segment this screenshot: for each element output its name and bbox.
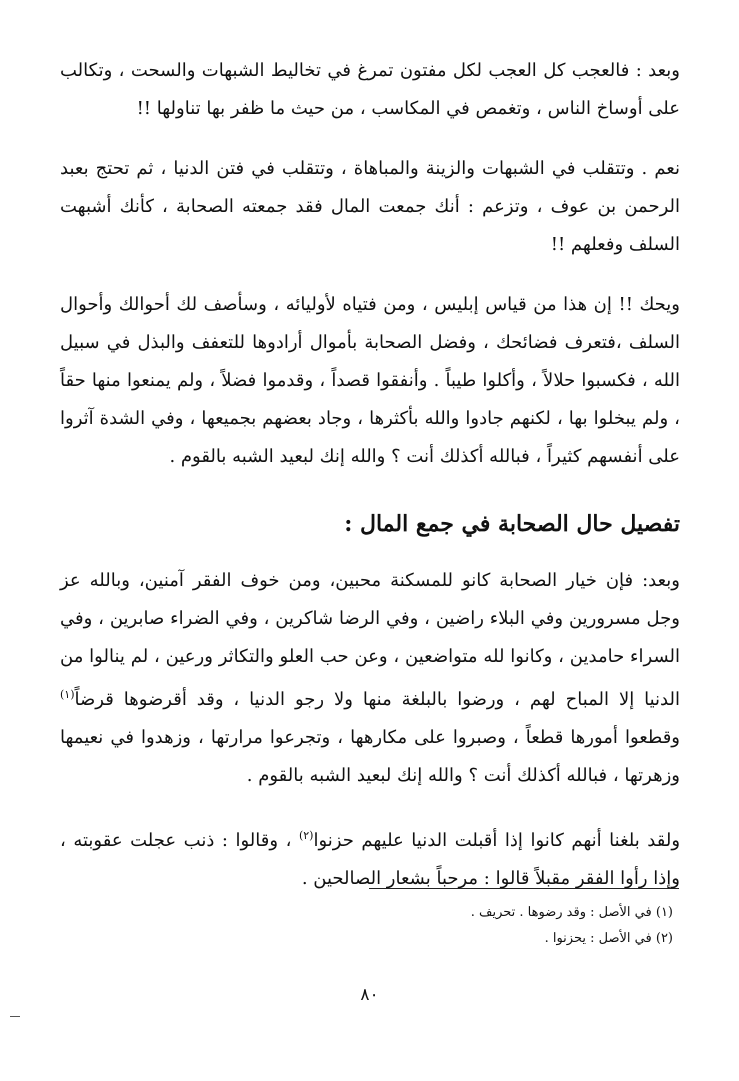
paragraph-5	[60, 817, 680, 898]
section-heading: تفصيل حال الصحابة في جمع المال :	[344, 511, 680, 537]
paragraph-3: ويحك !! إن هذا من قياس إبليس ، ومن فتياه لأوليائه ، وسأصف لك أحوالك وأحوال السلف ،فتعرف فضائحك ، وفضل الصحابة بأموال أرادوها للتعفف والبذل في سبيل الله ، فكسبوا حلالاً ، وأكلوا طيباً . وأنفقوا قصداً ، وقدموا فضلاً ، ولم يمنعوا منها حقاً ، ولم يبخلوا بها ، لكنهم جادوا والله بأكثرها ، وجاد بعضهم بجميعها ، وفي الشدة آثروا على أنفسهم كثيراً ، فبالله أكذلك أنت ؟ والله إنك لبعيد الشبه بالقوم .	[60, 294, 680, 467]
paragraph-1: وبعد : فالعجب كل العجب لكل مفتون تمرغ في تخاليط الشبهات والسحت ، وتكالب على أوساخ الناس ، وتغمص في المكاسب ، من حيث ما ظفر بها تناولها !!	[60, 60, 680, 119]
margin-mark	[10, 1016, 20, 1017]
page-number: ٨٠	[360, 985, 379, 1005]
paragraph-5-text-b: ، وقالوا : ذنب عجلت عقوبته ، وإذا رأوا الفقر مقبلاً قالوا : مرحباً بشعار الصالحين .	[60, 830, 680, 889]
paragraph-4-text-a: وبعد: فإن خيار الصحابة كانو للمسكنة محبين، ومن خوف الفقر آمنين، وبالله عز وجل مسرورين وفي البلاء راضين ، وفي الرضا شاكرين ، وفي الضراء صابرين ، وفي السراء حامدين ، وكانوا لله متواضعين ، وعن حب العلو والتكاثر ورعين ، لم ينالوا من الدنيا إلا المباح لهم ، ورضوا بالبلغة منها ولا رجو الدنيا ، وقد أقرضوها قرضاً	[60, 570, 680, 710]
footnote-marker-1: (١)	[60, 688, 75, 701]
footnote-divider	[369, 888, 679, 889]
footnote-2: (٢) في الأصل : يحزنوا .	[544, 931, 673, 946]
paragraph-2: نعم . وتتقلب في الشبهات والزينة والمباهاة ، وتتقلب في فتن الدنيا ، ثم تحتج بعبد الرحمن بن عوف ، وتزعم : أنك جمعت المال فقد جمعته الصحابة ، كأنك أشبهت السلف وفعلهم !!	[60, 158, 680, 255]
footnotes	[273, 900, 673, 952]
paragraph-4	[60, 562, 680, 795]
main-text	[60, 52, 680, 920]
footnote-1: (١) في الأصل : وقد رضوها . تحريف .	[470, 905, 673, 920]
paragraph-4-text-b: وقطعوا أمورها قطعاً ، وصبروا على مكارهها ، وتجرعوا مرارتها ، وزهدوا في نعيمها وزهرتها ، فبالله أكذلك أنت ؟ والله إنك لبعيد الشبه بالقوم .	[60, 727, 680, 786]
footnote-marker-2: (٢)	[298, 829, 314, 842]
paragraph-5-text-a: ولقد بلغنا أنهم كانوا إذا أقبلت الدنيا عليهم حزنوا	[313, 830, 681, 851]
